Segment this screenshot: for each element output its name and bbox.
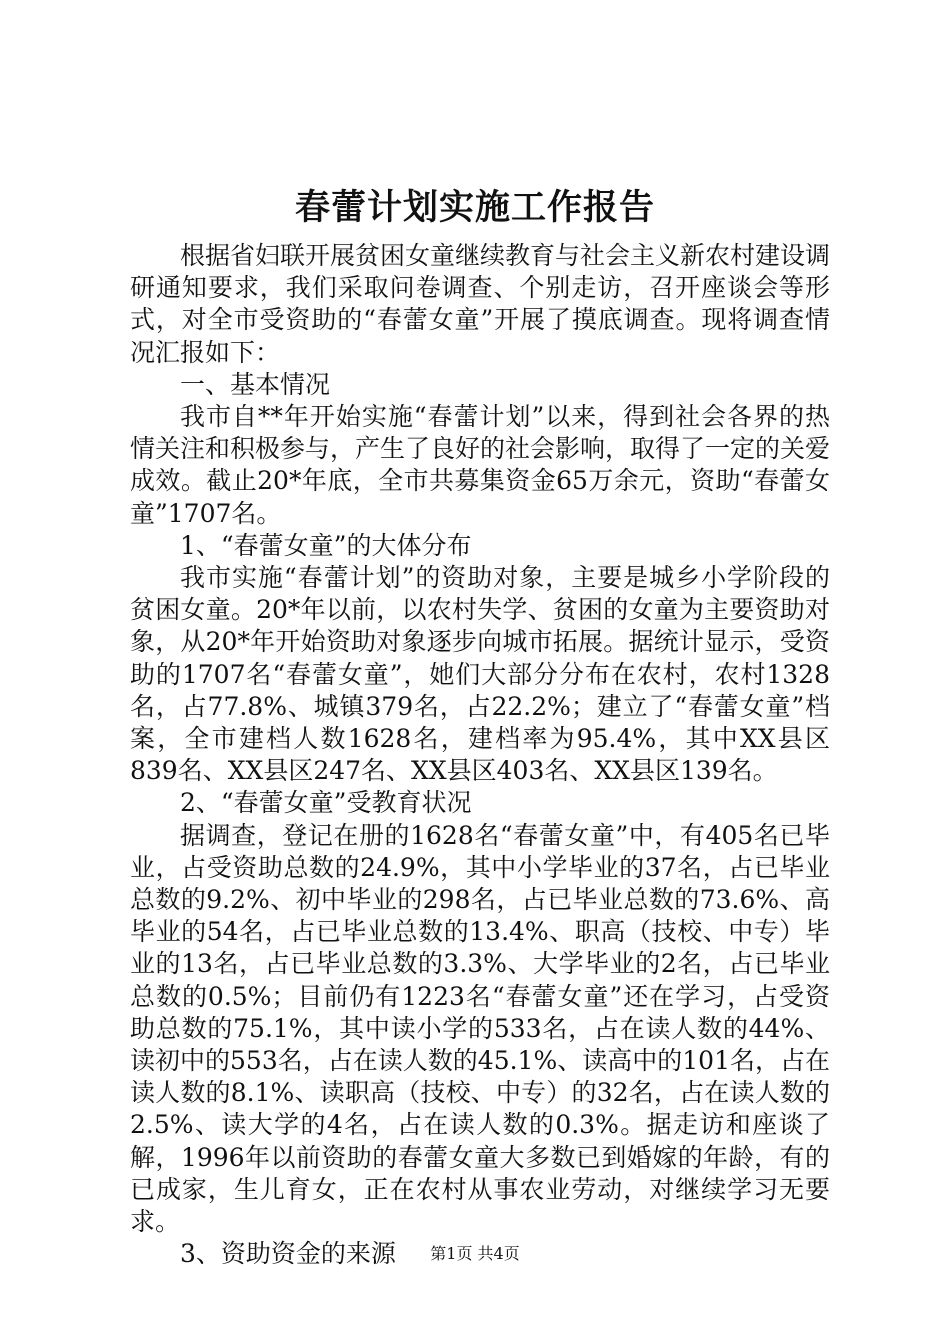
document-title: 春蕾计划实施工作报告: [294, 187, 655, 228]
section-heading-basic: 一、基本情况: [180, 369, 331, 399]
subheading-distribution: 1、“春蕾女童”的大体分布: [180, 530, 472, 560]
document-body: [130, 240, 830, 1271]
intro-paragraph: 根据省妇联开展贫困女童继续教育与社会主义新农村建设调研通知要求，我们采取问卷调查、个别走访，召开座谈会等形式，对全市受资助的“春蕾女童”开展了摸底调查。现将调查情况汇报如下：: [130, 241, 831, 367]
paragraph-education: 据调查，登记在册的1628名“春蕾女童”中，有405名已毕业，占受资助总数的24.9%，其中小学毕业的37名，占已毕业总数的9.2%、初中毕业的298名，占已毕业总数的73.6%、高毕业的54名，占已毕业总数的13.4%、职高（技校、中专）毕业的13名，占已毕业总数的3.3%、大学毕业的2名，占已毕业总数的0.5%；目前仍有1223名“春蕾女童”还在学习，占受资助总数的75.1%，其中读小学的533名，占在读人数的44%、读初中的553名，占在读人数的45.1%、读高中的101名，占在读人数的8.1%、读职高（技校、中专）的32名，占在读人数的2.5%、读大学的4名，占在读人数的0.3%。据走访和座谈了解，1996年以前资助的春蕾女童大多数已到婚嫁的年龄，有的已成家，生儿育女，正在农村从事农业劳动，对继续学习无要求。: [130, 820, 830, 1237]
paragraph-overview: 我市自**年开始实施“春蕾计划”以来，得到社会各界的热情关注和积极参与，产生了良好的社会影响，取得了一定的关爱成效。截止20*年底，全市共募集资金65万余元，资助“春蕾女童”1707名。: [130, 402, 831, 528]
subheading-education: 2、“春蕾女童”受教育状况: [180, 788, 472, 818]
subheading-funding: 3、资助资金的来源: [180, 1239, 396, 1269]
page-footer: 第1页 共4页: [430, 1244, 520, 1263]
paragraph-distribution: 我市实施“春蕾计划”的资助对象，主要是城乡小学阶段的贫困女童。20*年以前，以农村失学、贫困的女童为主要资助对象，从20*年开始资助对象逐步向城市拓展。据统计显示，受资助的1707名“春蕾女童”，她们大部分分布在农村，农村1328名，占77.8%、城镇379名，占22.2%；建立了“春蕾女童”档案，全市建档人数1628名，建档率为95.4%，其中XX县区839名、XX县区247名、XX县区403名、XX县区139名。: [130, 563, 830, 786]
